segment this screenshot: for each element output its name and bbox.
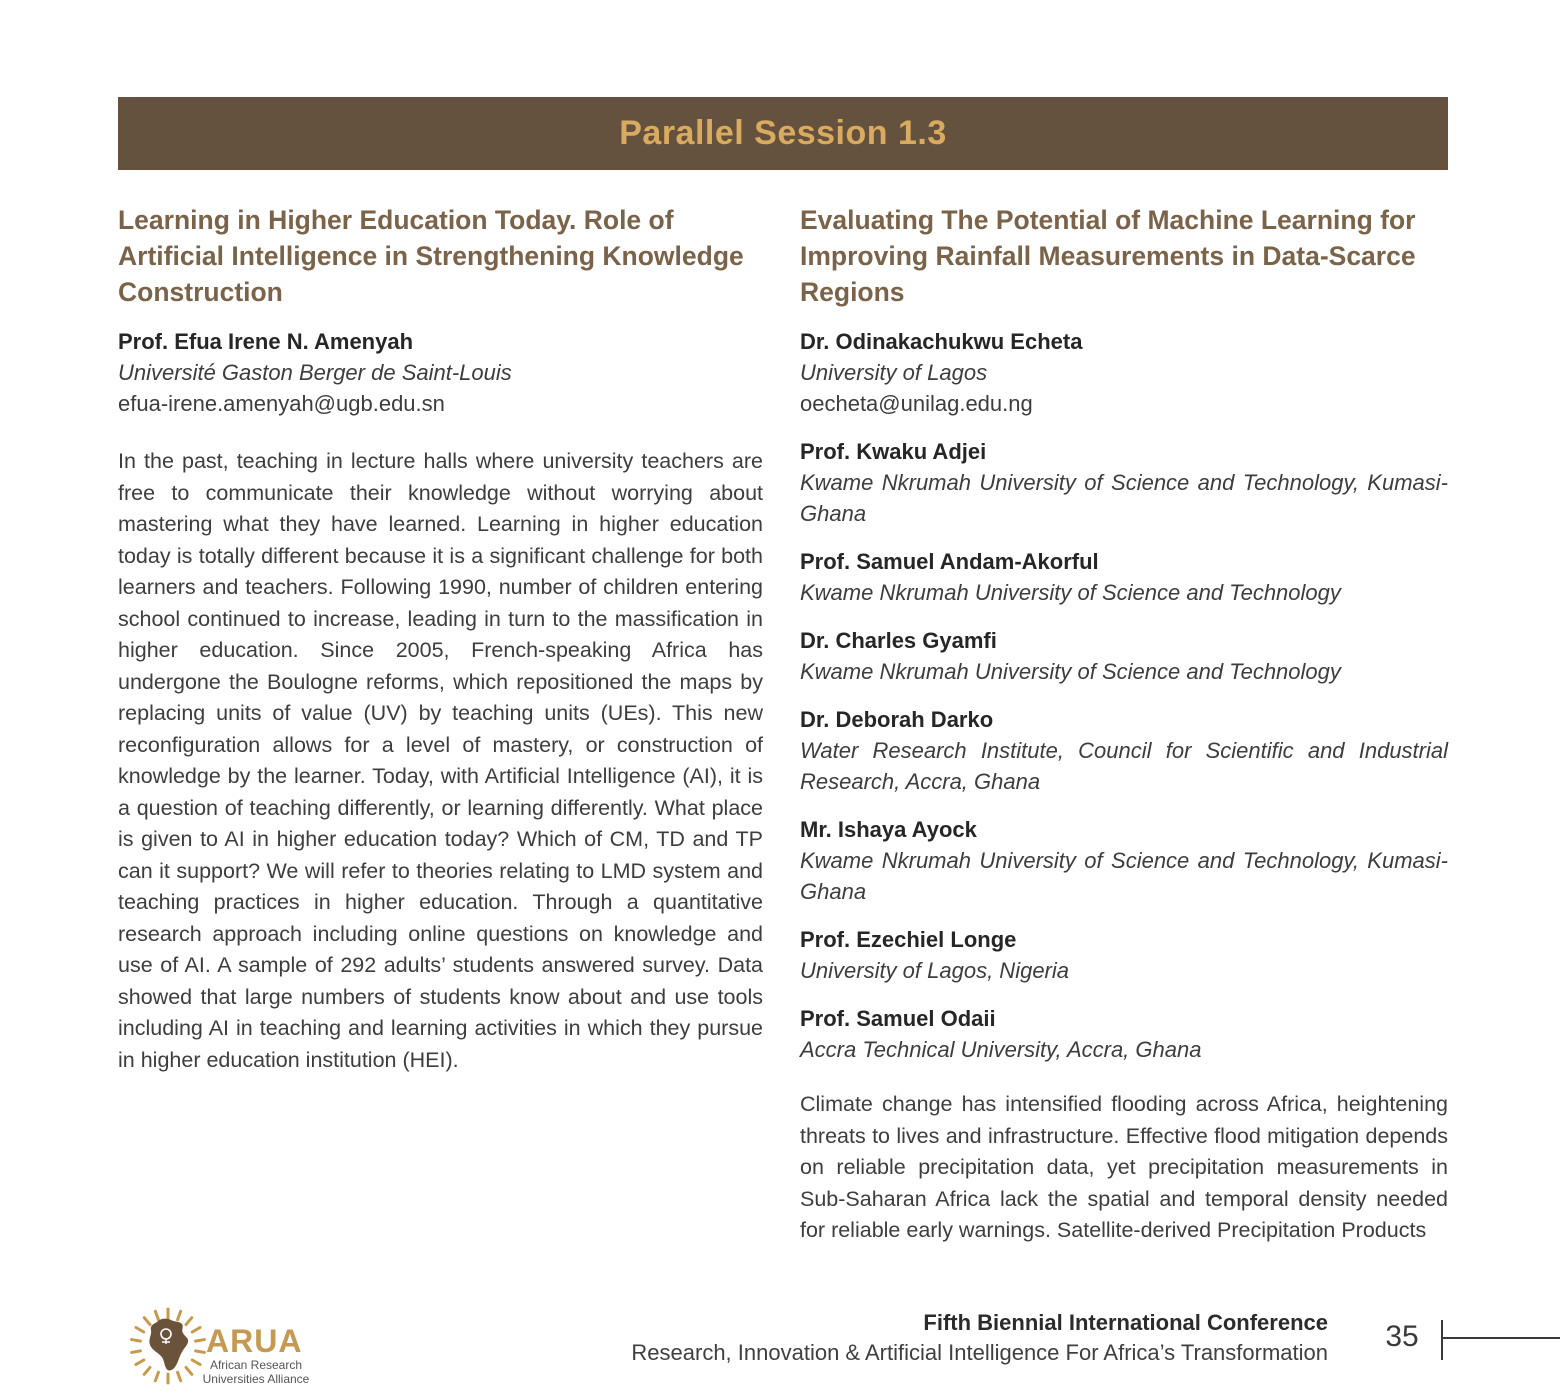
author-affiliation: Kwame Nkrumah University of Science and Technology — [800, 659, 1341, 684]
author-affiliation: Université Gaston Berger de Saint-Louis — [118, 360, 512, 385]
author-affiliation: Kwame Nkrumah University of Science and Technology, Kumasi-Ghana — [800, 848, 1448, 904]
author-affiliation: University of Lagos — [800, 360, 988, 385]
author-affiliation: University of Lagos, Nigeria — [800, 958, 1070, 983]
session-header-banner — [118, 97, 1448, 170]
author-name: Prof. Samuel Odaii — [800, 1006, 996, 1031]
arua-logo-icon — [126, 1304, 356, 1394]
talk-title: Evaluating The Potential of Machine Learning for Improving Rainfall Measurements in Data-Scarce Regions — [800, 205, 1416, 307]
footer-horizontal-rule — [1441, 1337, 1560, 1339]
author-affiliation: Accra Technical University, Accra, Ghana — [800, 1037, 1202, 1062]
author-block — [800, 436, 1448, 529]
author-name: Dr. Deborah Darko — [800, 707, 994, 732]
footer-conference-theme: Research, Innovation & Artificial Intelligence For Africa’s Transformation — [631, 1340, 1328, 1365]
author-block — [800, 814, 1448, 907]
logo-acronym: ARUA — [206, 1323, 303, 1359]
author-name: Dr. Charles Gyamfi — [800, 628, 997, 653]
logo-subline1: African Research — [209, 1358, 303, 1372]
author-block — [800, 625, 1448, 687]
author-block — [800, 326, 1448, 419]
africa-silhouette-icon — [149, 1319, 188, 1371]
author-block — [800, 546, 1448, 608]
author-block — [118, 326, 763, 419]
author-name: Prof. Efua Irene N. Amenyah — [118, 329, 414, 354]
author-block — [800, 1003, 1448, 1065]
footer-text-block — [631, 1308, 1328, 1368]
author-email: efua-irene.amenyah@ugb.edu.sn — [118, 391, 445, 416]
author-block — [800, 924, 1448, 986]
logo-subline2: Universities Alliance — [202, 1372, 310, 1386]
footer-vertical-rule — [1441, 1320, 1443, 1360]
author-name: Prof. Samuel Andam-Akorful — [800, 549, 1099, 574]
two-column-layout — [118, 202, 1448, 1247]
talk-abstract: In the past, teaching in lecture halls where university teachers are free to communicate their knowledge without worrying about mastering what they have learned. Learning in higher education today is totally different because it is a significant challenge for both learners and teachers. Following 1990, number of children entering school continued to increase, leading in turn to the massification in higher education. Since 2005, French-speaking Africa has undergone the Boulogne reforms, which repositioned the maps by replacing units of value (UV) by teaching units (UEs). This new reconfiguration allows for a level of mastery, or construction of knowledge by the learner. Today, with Artificial Intelligence (AI), it is a question of teaching differently, or learning differently. What place is given to AI in higher education today? Which of CM, TD and TP can it support? We will refer to theories relating to LMD system and teaching practices in higher education. Through a quantitative research approach including online questions on knowledge and use of AI. A sample of 292 adults’ students answered survey. Data showed that large numbers of students know about and use tools including AI in teaching and learning activities in which they pursue in higher education institution (HEI). — [118, 449, 763, 1072]
talk-title: Learning in Higher Education Today. Role of Artificial Intelligence in Strengthening Knowledge Construction — [118, 205, 744, 307]
author-name: Prof. Ezechiel Longe — [800, 927, 1017, 952]
author-affiliation: Kwame Nkrumah University of Science and Technology, Kumasi-Ghana — [800, 470, 1448, 526]
author-name: Prof. Kwaku Adjei — [800, 439, 987, 464]
author-name: Mr. Ishaya Ayock — [800, 817, 977, 842]
author-block — [800, 704, 1448, 797]
footer-conference-name: Fifth Biennial International Conference — [923, 1310, 1328, 1335]
arua-logo — [126, 1304, 356, 1394]
author-name: Dr. Odinakachukwu Echeta — [800, 329, 1083, 354]
session-title: Parallel Session 1.3 — [619, 114, 947, 152]
talk-abstract: Climate change has intensified flooding across Africa, heightening threats to lives and infrastructure. Effective flood mitigation depends on reliable precipitation data, yet precipitation measurements in Sub-Saharan Africa lack the spatial and temporal density needed for reliable early warnings. Satellite-derived Precipitation Products — [800, 1092, 1448, 1242]
left-column — [118, 202, 763, 1247]
page-number: 35 — [1385, 1320, 1419, 1353]
author-affiliation: Kwame Nkrumah University of Science and Technology — [800, 580, 1341, 605]
author-email: oecheta@unilag.edu.ng — [800, 391, 1033, 416]
author-affiliation: Water Research Institute, Council for Scientific and Industrial Research, Accra, Ghana — [800, 738, 1448, 794]
right-column — [800, 202, 1448, 1247]
